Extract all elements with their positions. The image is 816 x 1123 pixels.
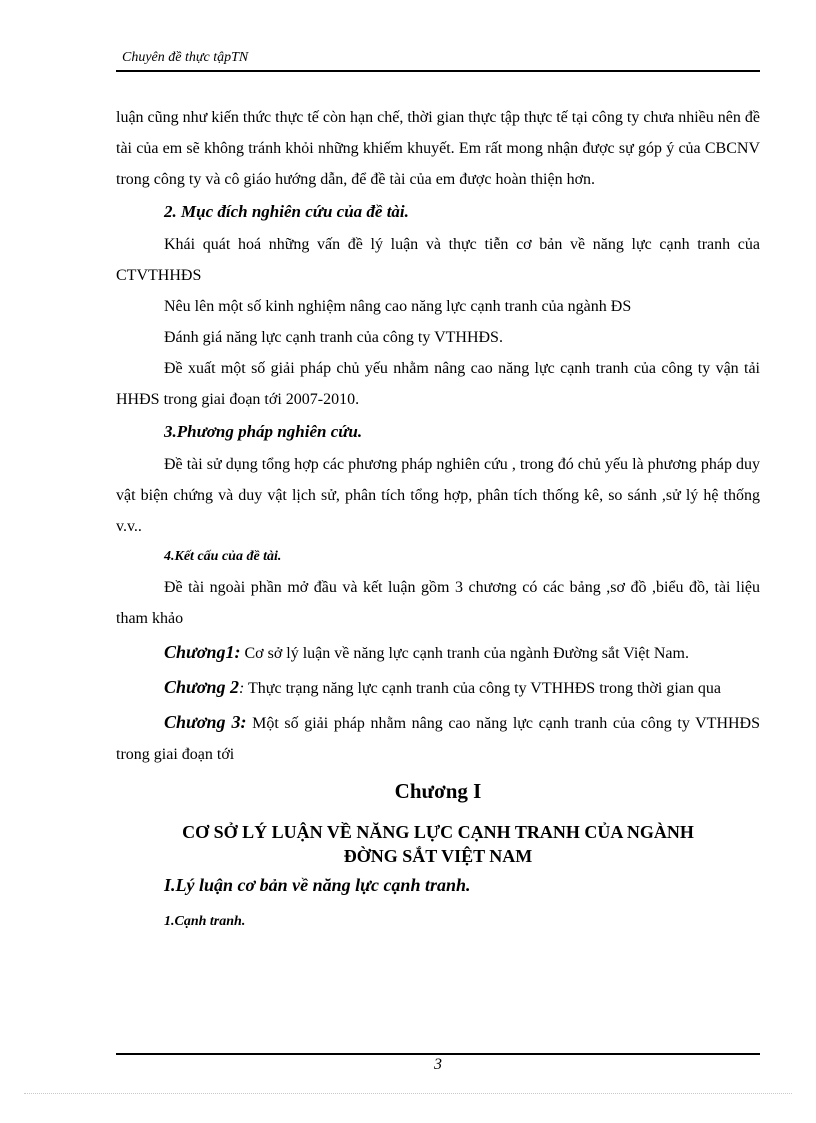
chapter-heading-line-1: CƠ SỞ LÝ LUẬN VỀ NĂNG LỰC CẠNH TRANH CỦA NGÀNH: [182, 822, 694, 842]
paragraph-chapter-3: [116, 707, 760, 770]
paragraph-purpose-4: Đề xuất một số giải pháp chủ yếu nhằm nâng cao năng lực cạnh tranh của công ty vận tải HHĐS trong giai đoạn tới 2007-2010.: [116, 360, 760, 408]
page-number: 3: [434, 1056, 442, 1073]
chapter-title: Chương I: [394, 779, 482, 803]
page-content: [116, 102, 760, 942]
chapter-3-label: Chương 3:: [164, 712, 247, 732]
paragraph-structure: Đề tài ngoài phần mở đầu và kết luận gồm 3 chương có các bảng ,sơ đồ ,biểu đồ, tài liệu tham khảo: [116, 579, 760, 627]
paragraph-intro-continued: luận cũng như kiến thức thực tế còn hạn chế, thời gian thực tập thực tế tại công ty chưa nhiều nên đề tài của em sẽ không tránh khỏi những khiếm khuyết. Em rất mong nhận được sự góp ý của CBCNV trong công ty và cô giáo hướng dẫn, để đề tài của em được hoàn thiện hơn.: [116, 109, 760, 188]
paragraph-purpose-3: Đánh giá năng lực cạnh tranh của công ty VTHHĐS.: [164, 329, 503, 346]
chapter-heading-line-2: ĐỜNG SẮT VIỆT NAM: [343, 846, 533, 866]
section-title: I.Lý luận cơ bản về năng lực cạnh tranh.: [164, 875, 471, 895]
page-header: [116, 50, 760, 72]
header-text: Chuyên đề thực tậpTN: [122, 50, 249, 65]
page-footer: [116, 1053, 760, 1075]
subsection-title: 1.Cạnh tranh.: [164, 914, 246, 929]
heading-structure: 4.Kết cấu của đề tài.: [164, 549, 282, 564]
paragraph-purpose-1: Khái quát hoá những vấn đề lý luận và thực tiễn cơ bản về năng lực cạnh tranh của CTVTHHĐS: [116, 236, 760, 284]
paragraph-purpose-2: Nêu lên một số kinh nghiệm nâng cao năng lực cạnh tranh của ngành ĐS: [164, 298, 632, 315]
chapter-2-colon: :: [238, 680, 245, 697]
paragraph-chapter-2: [116, 672, 760, 704]
paragraph-method: Đề tài sử dụng tổng hợp các phương pháp nghiên cứu , trong đó chủ yếu là phương pháp duy vật biện chứng và duy vật lịch sử, phân tích tổng hợp, phân tích thống kê, so sánh ,sử lý hệ thống v.v..: [116, 456, 760, 535]
paragraph-chapter-1: [116, 637, 760, 669]
chapter-2-label: Chương 2: [164, 677, 239, 697]
chapter-1-text: Cơ sở lý luận về năng lực cạnh tranh của ngành Đường sắt Việt Nam.: [240, 645, 689, 662]
page-bottom-divider: [24, 1093, 792, 1094]
heading-method: 3.Phương pháp nghiên cứu.: [164, 422, 363, 441]
chapter-1-label: Chương1:: [164, 642, 241, 662]
chapter-3-text: Một số giải pháp nhằm nâng cao năng lực cạnh tranh của công ty VTHHĐS trong giai đoạn tới: [116, 715, 761, 763]
chapter-2-text: Thực trạng năng lực cạnh tranh của công ty VTHHĐS trong thời gian qua: [244, 680, 721, 697]
heading-purpose: 2. Mục đích nghiên cứu của đề tài.: [164, 202, 409, 221]
